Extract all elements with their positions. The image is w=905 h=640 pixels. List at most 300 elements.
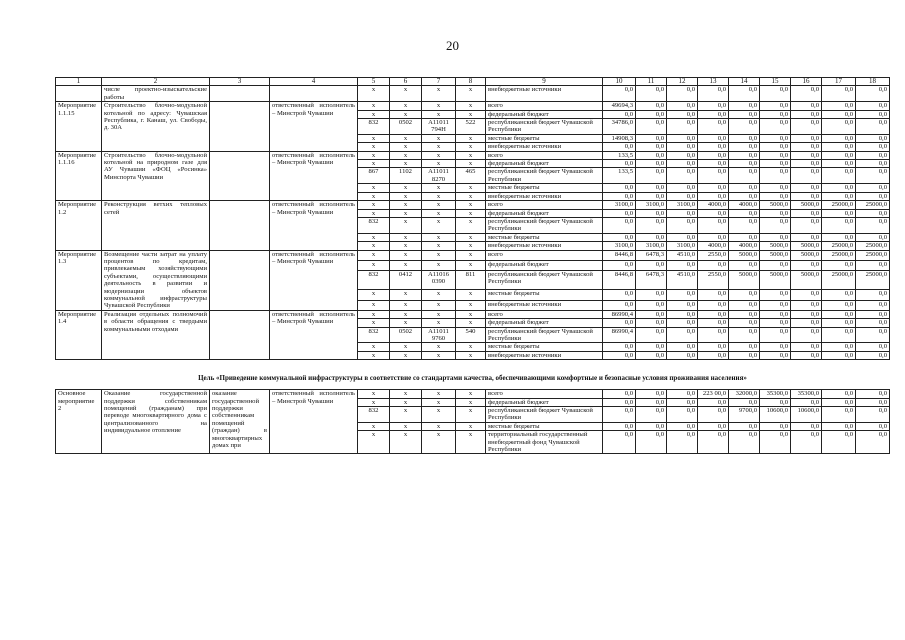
amount-cell: 133,5 — [603, 151, 636, 159]
activity-purpose-cell: оказание государственной поддержки собственникам помещений (граждан) в многоквартирных домах при — [210, 390, 270, 454]
table-body — [56, 78, 890, 454]
amount-cell: 0,0 — [856, 319, 890, 327]
budget-code-cell: x — [456, 300, 486, 310]
amount-cell: 0,0 — [856, 119, 890, 135]
budget-code-cell: x — [456, 407, 486, 423]
budget-code-cell: x — [390, 143, 422, 151]
amount-cell: 0,0 — [698, 343, 729, 351]
amount-cell: 86990,4 — [603, 310, 636, 318]
amount-cell: 0,0 — [822, 422, 856, 430]
amount-cell: 0,0 — [636, 260, 667, 270]
amount-cell: 0,0 — [729, 102, 760, 110]
amount-cell: 0,0 — [760, 327, 791, 343]
amount-cell: 0,0 — [856, 168, 890, 184]
amount-cell: 14908,3 — [603, 134, 636, 142]
budget-code-cell: x — [456, 233, 486, 241]
amount-cell: 2550,0 — [698, 250, 729, 260]
amount-cell: 0,0 — [856, 327, 890, 343]
amount-cell: 0,0 — [698, 398, 729, 406]
amount-cell: 3100,0 — [636, 201, 667, 209]
activity-description-cell: Оказание государственной поддержки собственникам помещений (гражданам) при переводе многоквартирного дома с централизованного на индивидуальное отопление — [102, 390, 210, 454]
amount-cell: 6478,3 — [636, 271, 667, 290]
amount-cell: 0,0 — [760, 102, 791, 110]
budget-code-cell: 832 — [358, 217, 390, 233]
column-number-header: 13 — [698, 78, 729, 86]
amount-cell: 5000,0 — [791, 201, 822, 209]
amount-cell: 0,0 — [791, 102, 822, 110]
budget-code-cell: x — [456, 201, 486, 209]
amount-cell: 0,0 — [667, 343, 698, 351]
column-number-header: 7 — [422, 78, 456, 86]
budget-code-cell: x — [358, 343, 390, 351]
amount-cell: 0,0 — [856, 184, 890, 192]
amount-cell: 0,0 — [822, 110, 856, 118]
budget-code-cell: 0502 — [390, 327, 422, 343]
table-row — [56, 390, 890, 398]
amount-cell: 3100,0 — [667, 242, 698, 250]
amount-cell: 86990,4 — [603, 327, 636, 343]
amount-cell: 0,0 — [760, 119, 791, 135]
amount-cell: 0,0 — [636, 319, 667, 327]
amount-cell: 0,0 — [698, 134, 729, 142]
amount-cell: 0,0 — [791, 422, 822, 430]
budget-code-cell: x — [390, 398, 422, 406]
budget-code-cell: x — [390, 134, 422, 142]
budget-code-cell: x — [422, 351, 456, 359]
amount-cell: 0,0 — [636, 143, 667, 151]
amount-cell: 0,0 — [729, 351, 760, 359]
budget-code-cell: x — [390, 242, 422, 250]
table-row — [56, 86, 890, 102]
amount-cell: 0,0 — [791, 398, 822, 406]
amount-cell: 5000,0 — [760, 271, 791, 290]
funding-source-cell: внебюджетные источники — [486, 192, 603, 200]
column-number-header: 17 — [822, 78, 856, 86]
amount-cell: 0,0 — [822, 134, 856, 142]
amount-cell: 0,0 — [791, 184, 822, 192]
activity-name-cell: Мероприятие 1.2 — [56, 201, 102, 250]
budget-code-cell: x — [456, 160, 486, 168]
funding-source-cell: всего — [486, 390, 603, 398]
amount-cell: 0,0 — [667, 184, 698, 192]
amount-cell: 0,0 — [603, 110, 636, 118]
amount-cell: 0,0 — [729, 143, 760, 151]
funding-source-cell: республиканский бюджет Чувашской Республики — [486, 271, 603, 290]
budget-code-cell: А11011 9760 — [422, 327, 456, 343]
funding-source-cell: местные бюджеты — [486, 343, 603, 351]
budget-code-cell: x — [422, 343, 456, 351]
funding-source-cell: всего — [486, 151, 603, 159]
budget-code-cell: 0502 — [390, 119, 422, 135]
goal-text: Цель «Приведение коммунальной инфраструктуры в соответствие со стандартами качества, обеспечивающими комфортные и безопасные условия проживания населения» — [198, 374, 747, 383]
budget-code-cell: x — [358, 398, 390, 406]
amount-cell: 0,0 — [636, 134, 667, 142]
activity-description-cell: числе проектно-изыскательские работы — [102, 86, 210, 102]
amount-cell: 0,0 — [760, 184, 791, 192]
budget-code-cell: x — [422, 217, 456, 233]
amount-cell: 0,0 — [603, 160, 636, 168]
amount-cell: 0,0 — [636, 407, 667, 423]
amount-cell: 25000,0 — [856, 242, 890, 250]
funding-source-cell: федеральный бюджет — [486, 209, 603, 217]
amount-cell: 0,0 — [822, 300, 856, 310]
amount-cell: 0,0 — [791, 160, 822, 168]
header-row — [56, 78, 890, 86]
table-row — [56, 310, 890, 318]
amount-cell: 0,0 — [667, 431, 698, 454]
amount-cell: 0,0 — [636, 119, 667, 135]
amount-cell: 0,0 — [698, 422, 729, 430]
budget-code-cell: x — [456, 290, 486, 300]
responsible-executor-cell: ответственный исполнитель – Минстрой Чувашии — [270, 151, 358, 200]
amount-cell: 0,0 — [729, 168, 760, 184]
activity-name-cell: Основное мероприятие 2 — [56, 390, 102, 454]
amount-cell: 0,0 — [822, 192, 856, 200]
budget-code-cell: x — [390, 201, 422, 209]
budget-code-cell: x — [422, 233, 456, 241]
amount-cell: 0,0 — [856, 390, 890, 398]
budget-code-cell: x — [358, 260, 390, 270]
amount-cell: 0,0 — [856, 110, 890, 118]
amount-cell: 0,0 — [760, 319, 791, 327]
amount-cell: 5000,0 — [791, 271, 822, 290]
budget-code-cell: x — [358, 102, 390, 110]
amount-cell: 0,0 — [729, 110, 760, 118]
budget-code-cell: x — [422, 110, 456, 118]
budget-code-cell: x — [456, 310, 486, 318]
budget-code-cell: x — [390, 209, 422, 217]
responsible-executor-cell: ответственный исполнитель – Минстрой Чувашии — [270, 390, 358, 454]
table-row — [56, 151, 890, 159]
amount-cell: 0,0 — [667, 209, 698, 217]
amount-cell: 0,0 — [729, 310, 760, 318]
amount-cell: 0,0 — [667, 160, 698, 168]
amount-cell: 0,0 — [667, 86, 698, 102]
amount-cell: 0,0 — [856, 343, 890, 351]
funding-source-cell: территориальный государственный внебюджетный фонд Чувашской Республики — [486, 431, 603, 454]
budget-code-cell: 522 — [456, 119, 486, 135]
amount-cell: 0,0 — [822, 217, 856, 233]
amount-cell: 0,0 — [636, 398, 667, 406]
column-number-header: 14 — [729, 78, 760, 86]
amount-cell: 0,0 — [636, 151, 667, 159]
amount-cell: 0,0 — [822, 398, 856, 406]
amount-cell: 0,0 — [667, 217, 698, 233]
budget-code-cell: x — [358, 110, 390, 118]
budget-code-cell: x — [390, 110, 422, 118]
amount-cell: 0,0 — [760, 134, 791, 142]
amount-cell: 4000,0 — [729, 242, 760, 250]
amount-cell: 0,0 — [667, 260, 698, 270]
amount-cell: 5000,0 — [760, 201, 791, 209]
responsible-executor-cell: ответственный исполнитель – Минстрой Чувашии — [270, 102, 358, 151]
activity-name-cell: Мероприятие 1.3 — [56, 250, 102, 310]
budget-code-cell: x — [358, 431, 390, 454]
budget-code-cell: x — [390, 351, 422, 359]
amount-cell: 0,0 — [822, 143, 856, 151]
amount-cell: 0,0 — [667, 143, 698, 151]
amount-cell: 0,0 — [760, 351, 791, 359]
amount-cell: 0,0 — [822, 168, 856, 184]
amount-cell: 0,0 — [698, 168, 729, 184]
budget-code-cell: x — [358, 310, 390, 318]
amount-cell: 0,0 — [698, 102, 729, 110]
budget-code-cell: 867 — [358, 168, 390, 184]
amount-cell: 0,0 — [791, 110, 822, 118]
funding-source-cell: всего — [486, 310, 603, 318]
amount-cell: 0,0 — [856, 217, 890, 233]
budget-code-cell: x — [390, 260, 422, 270]
amount-cell: 0,0 — [791, 300, 822, 310]
funding-source-cell: республиканский бюджет Чувашской Республики — [486, 119, 603, 135]
amount-cell: 0,0 — [856, 160, 890, 168]
amount-cell: 0,0 — [856, 398, 890, 406]
amount-cell: 34786,0 — [603, 119, 636, 135]
amount-cell: 10600,0 — [791, 407, 822, 423]
budget-code-cell: x — [456, 343, 486, 351]
responsible-executor-cell: ответственный исполнитель – Минстрой Чувашии — [270, 250, 358, 310]
budget-code-cell: x — [390, 160, 422, 168]
activity-description-cell: Возмещение части затрат на уплату процентов по кредитам, привлекаемым хозяйствующими субъектами, осуществляющими деятельность в развитии и модернизации объектов коммунальной инфраструктуры Чувашской Республики — [102, 250, 210, 310]
amount-cell: 0,0 — [729, 192, 760, 200]
amount-cell: 5000,0 — [760, 250, 791, 260]
amount-cell: 10600,0 — [760, 407, 791, 423]
amount-cell: 0,0 — [822, 327, 856, 343]
amount-cell: 0,0 — [760, 160, 791, 168]
budget-code-cell: А11011 8270 — [422, 168, 456, 184]
budget-code-cell: x — [456, 134, 486, 142]
responsible-executor-cell: ответственный исполнитель – Минстрой Чувашии — [270, 201, 358, 250]
budget-code-cell: x — [456, 143, 486, 151]
amount-cell: 35300,0 — [760, 390, 791, 398]
amount-cell: 0,0 — [856, 233, 890, 241]
amount-cell: 0,0 — [791, 290, 822, 300]
amount-cell: 0,0 — [822, 390, 856, 398]
amount-cell: 0,0 — [603, 351, 636, 359]
table-row — [56, 201, 890, 209]
budget-code-cell: x — [390, 343, 422, 351]
amount-cell: 0,0 — [822, 343, 856, 351]
amount-cell: 0,0 — [698, 319, 729, 327]
amount-cell: 0,0 — [729, 86, 760, 102]
amount-cell: 0,0 — [667, 351, 698, 359]
amount-cell: 25000,0 — [856, 250, 890, 260]
funding-source-cell: республиканский бюджет Чувашской Республики — [486, 407, 603, 423]
budget-code-cell: x — [390, 233, 422, 241]
amount-cell: 0,0 — [636, 300, 667, 310]
budget-code-cell: x — [390, 290, 422, 300]
amount-cell: 0,0 — [729, 160, 760, 168]
amount-cell: 133,5 — [603, 168, 636, 184]
amount-cell: 0,0 — [729, 260, 760, 270]
budget-code-cell: x — [390, 217, 422, 233]
amount-cell: 0,0 — [698, 431, 729, 454]
amount-cell: 0,0 — [729, 217, 760, 233]
amount-cell: 0,0 — [698, 160, 729, 168]
amount-cell: 2550,0 — [698, 271, 729, 290]
amount-cell: 0,0 — [791, 119, 822, 135]
amount-cell: 0,0 — [729, 327, 760, 343]
amount-cell: 0,0 — [729, 290, 760, 300]
budget-code-cell: x — [358, 319, 390, 327]
activity-purpose-cell — [210, 102, 270, 151]
budget-code-cell: x — [390, 310, 422, 318]
amount-cell: 0,0 — [636, 184, 667, 192]
column-number-header: 15 — [760, 78, 791, 86]
amount-cell: 0,0 — [667, 110, 698, 118]
amount-cell: 0,0 — [698, 310, 729, 318]
amount-cell: 0,0 — [856, 422, 890, 430]
funding-source-cell: республиканский бюджет Чувашской Республики — [486, 217, 603, 233]
amount-cell: 0,0 — [822, 233, 856, 241]
amount-cell: 0,0 — [856, 86, 890, 102]
funding-source-cell: местные бюджеты — [486, 134, 603, 142]
budget-code-cell: 811 — [456, 271, 486, 290]
amount-cell: 0,0 — [603, 300, 636, 310]
amount-cell: 0,0 — [822, 86, 856, 102]
column-number-header: 1 — [56, 78, 102, 86]
amount-cell: 0,0 — [636, 351, 667, 359]
activity-name-cell: Мероприятие 1.1.15 — [56, 102, 102, 151]
amount-cell: 0,0 — [603, 233, 636, 241]
amount-cell: 0,0 — [856, 290, 890, 300]
amount-cell: 0,0 — [603, 343, 636, 351]
activity-description-cell: Строительство блочно-модульной котельной на природном газе для АУ Чувашии «ФОЦ «Росинка» Минспорта Чувашии — [102, 151, 210, 200]
amount-cell: 0,0 — [822, 310, 856, 318]
activity-description-cell: Строительство блочно-модульной котельной по адресу: Чувашская Республика, г. Канаш, ул. Свободы, д. 30А — [102, 102, 210, 151]
amount-cell: 0,0 — [667, 102, 698, 110]
amount-cell: 5000,0 — [791, 242, 822, 250]
activity-name-cell: Мероприятие 1.1.16 — [56, 151, 102, 200]
funding-source-cell: федеральный бюджет — [486, 260, 603, 270]
budget-code-cell: x — [422, 192, 456, 200]
budget-code-cell: x — [358, 422, 390, 430]
amount-cell: 0,0 — [698, 260, 729, 270]
budget-code-cell: x — [422, 390, 456, 398]
budget-code-cell: 832 — [358, 407, 390, 423]
budget-code-cell: x — [422, 310, 456, 318]
amount-cell: 0,0 — [667, 233, 698, 241]
funding-source-cell: внебюджетные источники — [486, 143, 603, 151]
amount-cell: 0,0 — [698, 233, 729, 241]
budget-code-cell: x — [390, 151, 422, 159]
funding-source-cell: местные бюджеты — [486, 233, 603, 241]
amount-cell: 0,0 — [698, 209, 729, 217]
activity-purpose-cell — [210, 86, 270, 102]
activity-description-cell: Реализация отдельных полномочий в области обращения с твердыми коммунальными отходами — [102, 310, 210, 359]
funding-source-cell: местные бюджеты — [486, 184, 603, 192]
amount-cell: 0,0 — [822, 151, 856, 159]
amount-cell: 0,0 — [729, 209, 760, 217]
amount-cell: 0,0 — [791, 351, 822, 359]
amount-cell: 0,0 — [729, 300, 760, 310]
amount-cell: 0,0 — [603, 217, 636, 233]
amount-cell: 0,0 — [791, 134, 822, 142]
amount-cell: 0,0 — [729, 184, 760, 192]
amount-cell: 0,0 — [636, 327, 667, 343]
amount-cell: 0,0 — [822, 102, 856, 110]
amount-cell: 0,0 — [636, 160, 667, 168]
amount-cell: 0,0 — [791, 151, 822, 159]
amount-cell: 0,0 — [760, 192, 791, 200]
budget-code-cell: x — [358, 300, 390, 310]
budget-code-cell: x — [456, 102, 486, 110]
amount-cell: 0,0 — [729, 398, 760, 406]
budget-code-cell: x — [358, 290, 390, 300]
budget-code-cell: А11016 0390 — [422, 271, 456, 290]
responsible-executor-cell — [270, 86, 358, 102]
amount-cell: 0,0 — [667, 319, 698, 327]
amount-cell: 25000,0 — [822, 201, 856, 209]
amount-cell: 0,0 — [760, 151, 791, 159]
amount-cell: 0,0 — [856, 134, 890, 142]
amount-cell: 0,0 — [667, 398, 698, 406]
amount-cell: 0,0 — [760, 343, 791, 351]
budget-code-cell: 465 — [456, 168, 486, 184]
budget-code-cell: x — [358, 242, 390, 250]
budget-code-cell: x — [422, 260, 456, 270]
amount-cell: 0,0 — [667, 290, 698, 300]
amount-cell: 0,0 — [791, 327, 822, 343]
budget-code-cell: x — [422, 201, 456, 209]
amount-cell: 0,0 — [856, 300, 890, 310]
amount-cell: 0,0 — [667, 192, 698, 200]
amount-cell: 0,0 — [667, 300, 698, 310]
amount-cell: 0,0 — [791, 260, 822, 270]
amount-cell: 6478,3 — [636, 250, 667, 260]
column-number-header: 12 — [667, 78, 698, 86]
amount-cell: 0,0 — [636, 290, 667, 300]
budget-code-cell: x — [390, 250, 422, 260]
amount-cell: 25000,0 — [856, 271, 890, 290]
amount-cell: 5000,0 — [791, 250, 822, 260]
amount-cell: 0,0 — [698, 119, 729, 135]
amount-cell: 0,0 — [667, 422, 698, 430]
amount-cell: 0,0 — [856, 407, 890, 423]
amount-cell: 0,0 — [667, 134, 698, 142]
amount-cell: 25000,0 — [822, 242, 856, 250]
funding-source-cell: республиканский бюджет Чувашской Республики — [486, 168, 603, 184]
amount-cell: 0,0 — [667, 151, 698, 159]
amount-cell: 4510,0 — [667, 250, 698, 260]
amount-cell: 0,0 — [603, 192, 636, 200]
amount-cell: 0,0 — [760, 300, 791, 310]
column-number-header: 4 — [270, 78, 358, 86]
budget-code-cell: 540 — [456, 327, 486, 343]
funding-source-cell: внебюджетные источники — [486, 300, 603, 310]
budget-code-cell: x — [390, 390, 422, 398]
goal-row — [56, 366, 890, 390]
budget-code-cell: x — [390, 192, 422, 200]
amount-cell: 0,0 — [856, 192, 890, 200]
table-row — [56, 250, 890, 260]
amount-cell: 0,0 — [636, 192, 667, 200]
budget-code-cell: x — [456, 319, 486, 327]
budget-code-cell: x — [358, 160, 390, 168]
amount-cell: 0,0 — [791, 431, 822, 454]
amount-cell: 25000,0 — [822, 250, 856, 260]
amount-cell: 0,0 — [760, 398, 791, 406]
amount-cell: 25000,0 — [856, 201, 890, 209]
amount-cell: 0,0 — [603, 86, 636, 102]
amount-cell: 0,0 — [822, 160, 856, 168]
budget-code-cell: x — [422, 300, 456, 310]
amount-cell: 4510,0 — [667, 271, 698, 290]
funding-source-cell: федеральный бюджет — [486, 398, 603, 406]
budget-code-cell: x — [358, 86, 390, 102]
column-number-header: 9 — [486, 78, 603, 86]
funding-source-cell: внебюджетные источники — [486, 86, 603, 102]
